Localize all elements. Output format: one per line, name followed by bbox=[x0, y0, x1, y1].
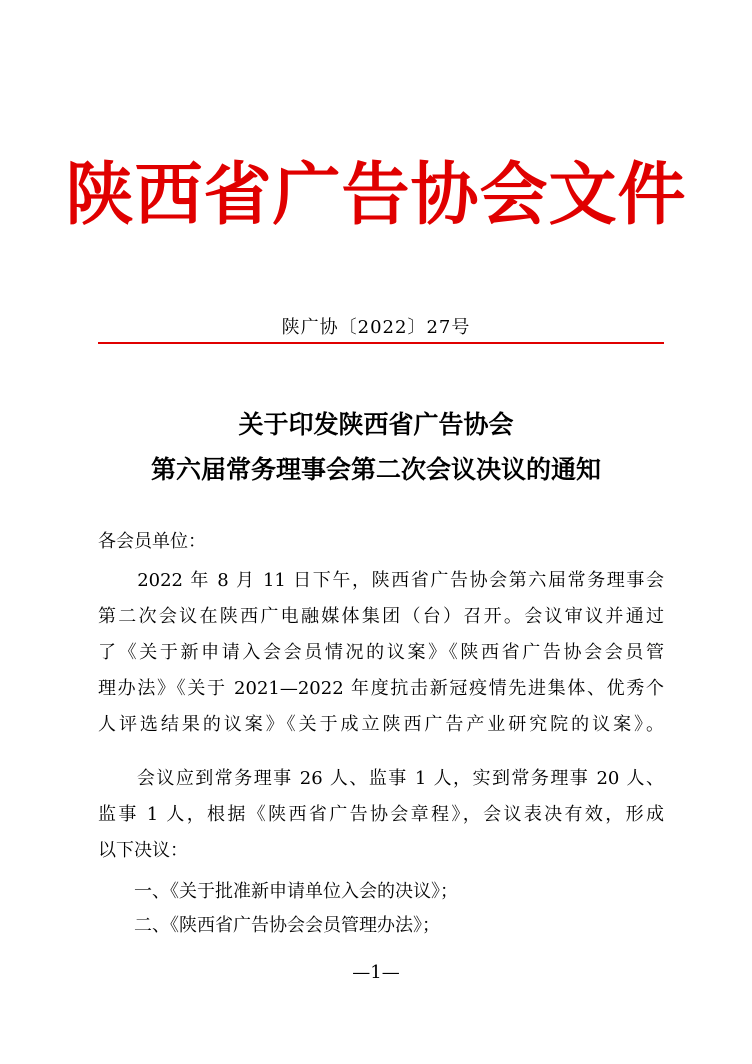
notice-title-line-1: 关于印发陕西省广告协会 bbox=[238, 410, 514, 439]
notice-title-line-2: 第六届常务理事会第二次会议决议的通知 bbox=[150, 455, 601, 484]
red-divider bbox=[98, 342, 664, 344]
paragraph-2-line: 监事 1 人，根据《陕西省广告协会章程》，会议表决有效，形成 bbox=[98, 804, 664, 825]
page-number: —1— bbox=[352, 962, 400, 983]
paragraph-1-line: 2022 年 8 月 11 日下午，陕西省广告协会第六届常务理事会 bbox=[98, 570, 664, 591]
salutation bbox=[98, 524, 664, 560]
paragraph-2-line: 以下决议： bbox=[98, 840, 188, 861]
paragraph-2 bbox=[98, 761, 664, 869]
paragraph-1 bbox=[98, 563, 664, 743]
paragraph-2-line: 会议应到常务理事 26 人、监事 1 人，实到常务理事 20 人、 bbox=[98, 768, 664, 789]
paragraph-1-line: 理办法》《关于 2021—2022 年度抗击新冠疫情先进集体、优秀个 bbox=[98, 678, 664, 699]
salutation-text: 各会员单位： bbox=[98, 531, 206, 552]
paragraph-1-line: 了《关于新申请入会会员情况的议案》《陕西省广告协会会员管 bbox=[98, 642, 664, 663]
document-number: 陕广协〔2022〕27号 bbox=[281, 317, 471, 338]
resolution-item-2: 二、《陕西省广告协会会员管理办法》； bbox=[134, 915, 440, 936]
document-header-title: 陕西省广告协会文件 bbox=[65, 156, 687, 235]
paragraph-1-line: 人评选结果的议案》《关于成立陕西广告产业研究院的议案》。 bbox=[98, 714, 664, 735]
paragraph-1-line: 第二次会议在陕西广电融媒体集团（台）召开。会议审议并通过 bbox=[98, 606, 664, 627]
resolution-item-1: 一、《关于批准新申请单位入会的决议》； bbox=[134, 881, 458, 902]
